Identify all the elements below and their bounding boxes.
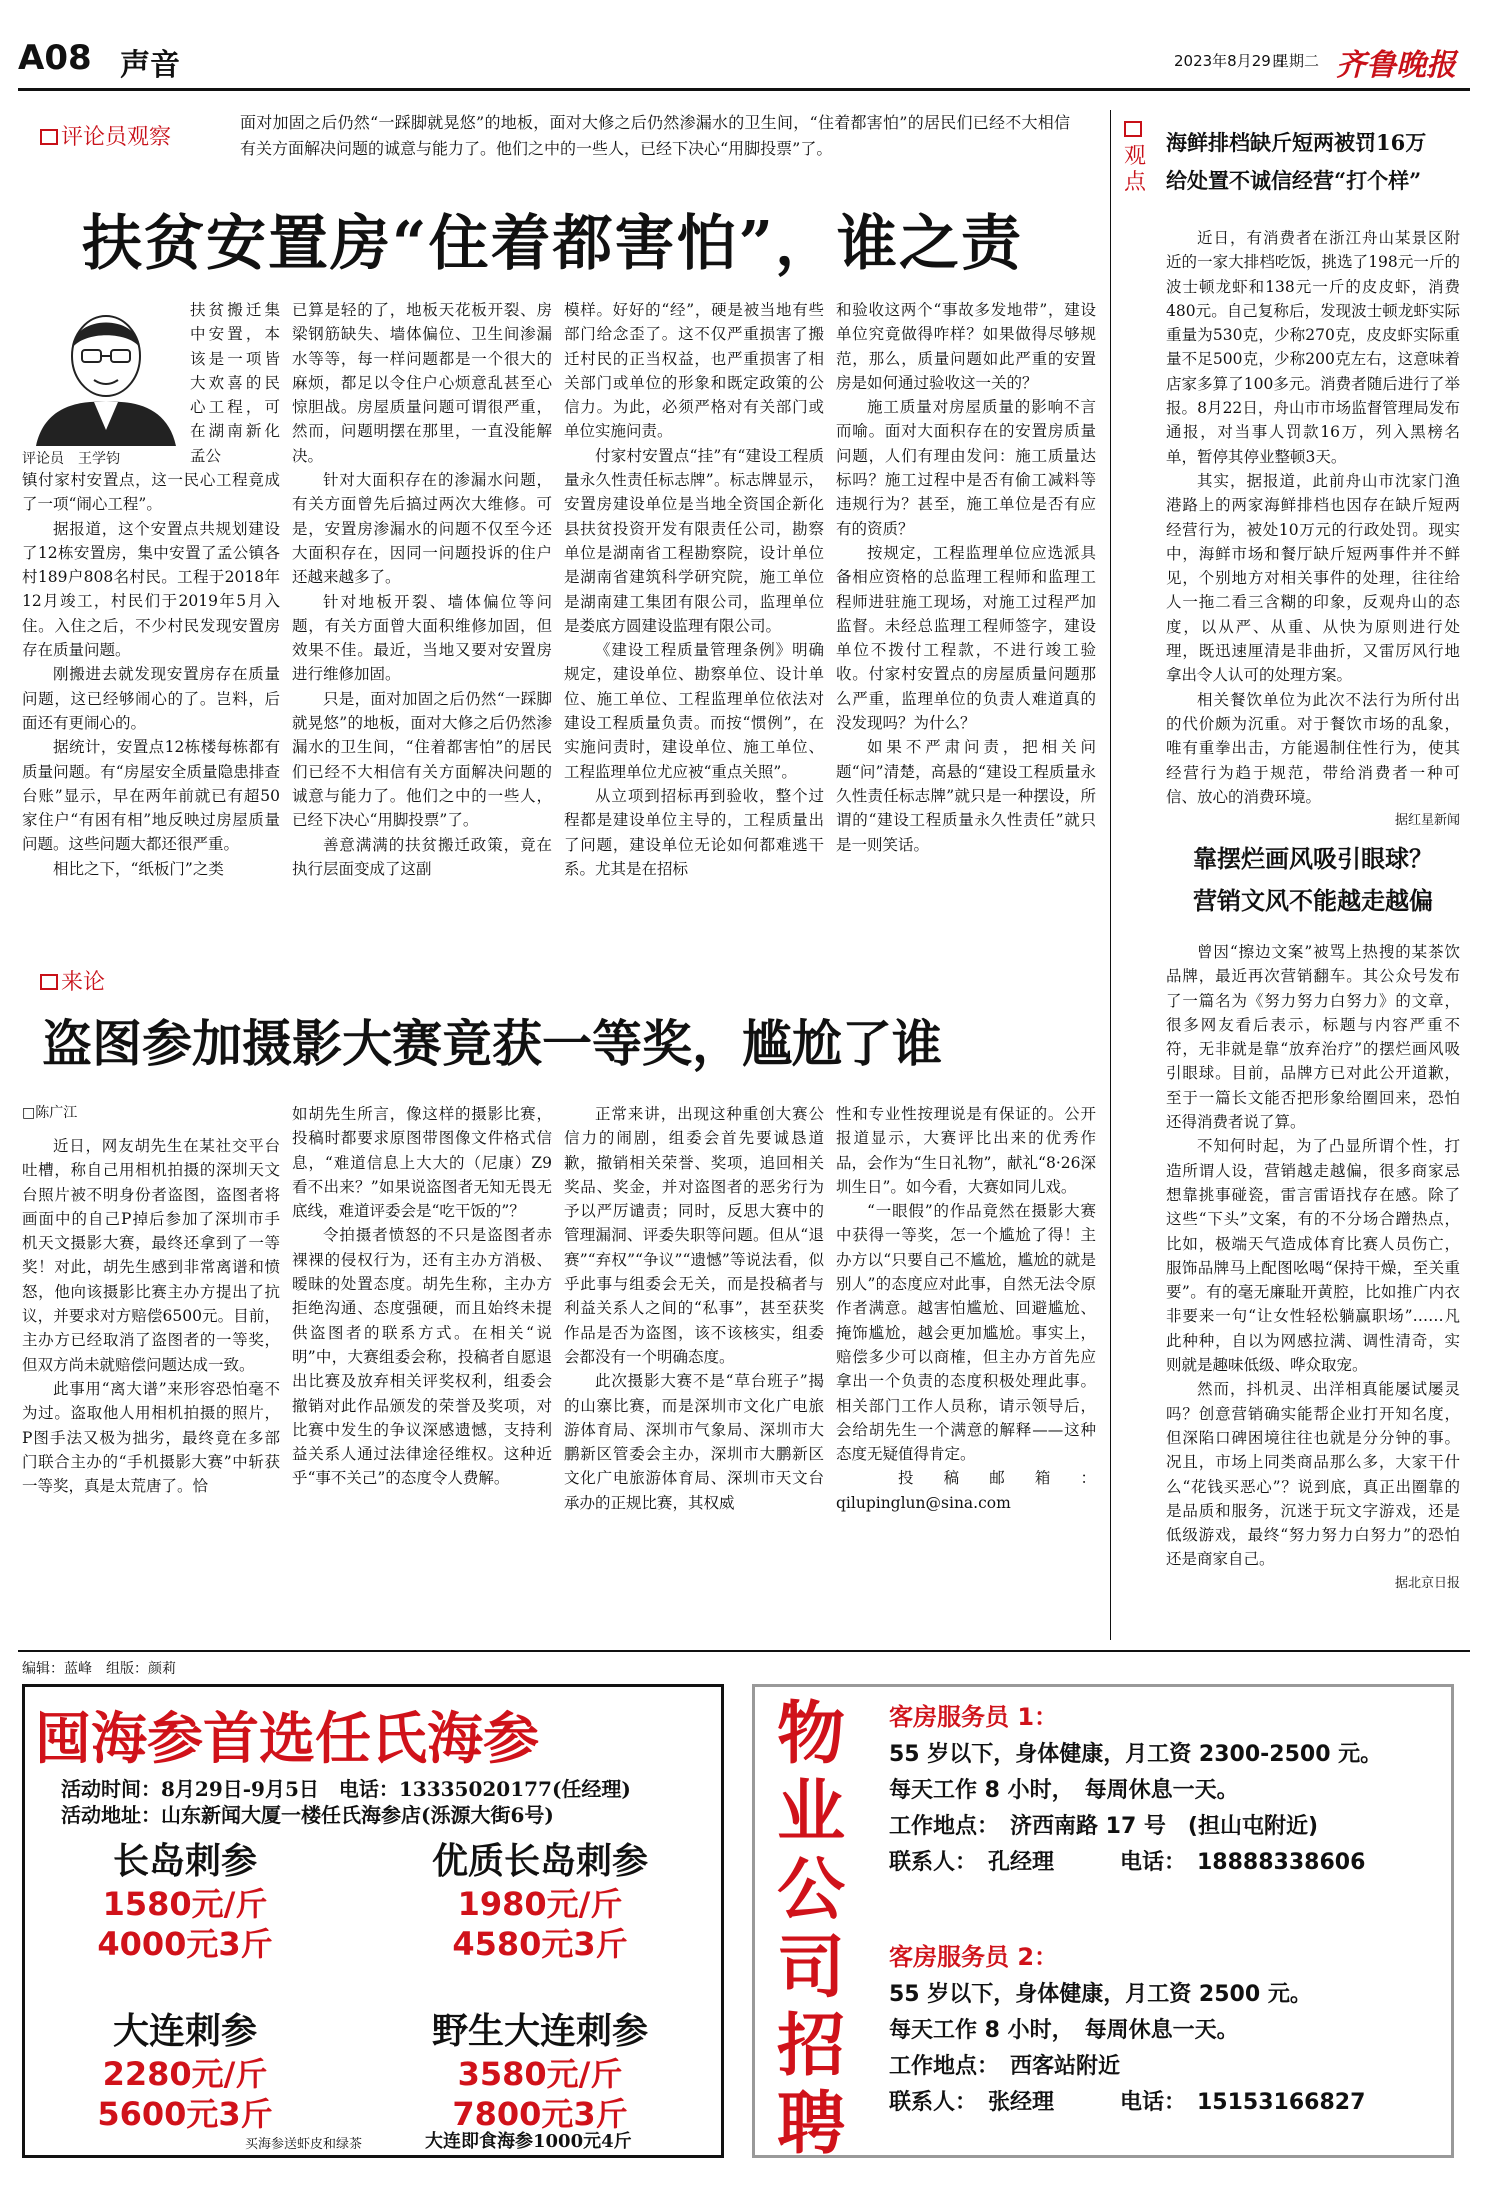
page-header: [18, 38, 1470, 88]
second-col3: [564, 1102, 824, 1640]
second-col2: [292, 1102, 552, 1640]
ad2-job-line: 联系人： 张经理 电话： 15153166827: [889, 2090, 1366, 2115]
ad1-item-name: 长岛刺参: [112, 1840, 257, 1882]
ad2-job-line: 每天工作 8 小时， 每周休息一天。: [889, 2018, 1239, 2043]
lead-col4-para: 如果不严肃问责，把相关问题“问”清楚，高悬的“建设工程质量永久性责任标志牌”就只是一种摆设，所谓的“建设工程质量永久性责任”就只是一则笑话。: [836, 738, 1096, 854]
lead-col2-para: 针对大面积存在的渗漏水问题，有关方面曾先后搞过两次大维修。可是，安置房渗漏水的问题不仅至今还大面积存在，因同一问题投诉的住户还越来越多了。: [292, 471, 552, 587]
side-article-1-para: 近日，有消费者在浙江舟山某景区附近的一家大排档吃饭，挑选了198元一斤的波士顿龙虾和138元一斤的皮皮虾，消费480元。自己复称后，发现波士顿龙虾实际重量为530克，少称270克，皮皮虾实际重量不足500克，少称200克左右，这意味着店家多算了100多元。消费者随后进行了举报。8月22日，舟山市市场监督管理局发布通报，对当事人罚款16万，列入黑榜名单，暂停其停业整顿3天。: [1166, 229, 1460, 466]
side-article-1-para: 相关餐饮单位为此次不法行为所付出的代价颇为沉重。对于餐饮市场的乱象，唯有重拳出击，方能遏制住性行为，使其经营行为趋于规范，带给消费者一种可信、放心的消费环境。: [1166, 690, 1460, 806]
lead-col1-top: 扶贫搬迁集中安置，本该是一项皆大欢喜的民心工程，可在湖南新化孟公: [190, 301, 280, 465]
second-col3-para: 此次摄影大赛不是“草台班子”揭的山寨比赛，而是深圳市文化广电旅游体育局、深圳市气象局、深圳市大鹏新区管委会主办，深圳市大鹏新区文化广电旅游体育局、深圳市天文台承办的正规比赛，其权威: [564, 1372, 824, 1512]
side-headline-2-line: 靠摆烂画风吸引眼球？: [1193, 844, 1433, 873]
lead-col3-para: 从立项到招标再到验收，整个过程都是建设单位主导的，工程质量出了问题，建设单位无论如何都难逃干系。尤其是在招标: [564, 786, 824, 878]
side-article-2-para: 然而，抖机灵、出洋相真能屡试屡灵吗？创意营销确实能帮企业打开知名度，但深陷口碑困境往往也就是分分钟的事。况且，市场上同类商品那么多，大家干什么“花钱买恶心”？说到底，真正出圈靠的是品质和服务，沉迷于玩文字游戏，还是低级游戏，最终“努力努力白努力”的恐怕还是商家自己。: [1166, 1380, 1460, 1569]
ad2-job: [889, 1937, 1449, 2121]
ad1-item: [55, 2003, 315, 2134]
lead-byline: 评论员 王学钧: [22, 451, 120, 467]
side-article-2-source: 据北京日报: [1394, 1575, 1460, 1591]
second-tag-label: 来论: [61, 970, 106, 995]
lead-col2-para: 针对地板开裂、墙体偏位等问题，有关方面曾大面积维修加固，但效果不佳。最近，当地又要对安置房进行维修加固。: [292, 592, 552, 684]
lead-col3-para: 付家村安置点“挂”有“建设工程质量永久性责任标志牌”。标志牌显示，安置房建设单位是当地全资国企新化县扶贫投资开发有限责任公司，勘察单位是湖南省工程勘察院，设计单位是湖南省建筑科学研究院，施工单位是湖南建工集团有限公司，监理单位是娄底方圆建设监理有限公司。: [564, 446, 824, 635]
ad2-job-title: 客房服务员 1：: [889, 1703, 1059, 1731]
side-article-2-para: 曾因“擦边文案”被骂上热搜的某茶饮品牌，最近再次营销翻车。其公众号发布了一篇名为《努力努力白努力》的文章，很多网友看后表示，标题与内容严重不符，无非就是靠“放弃治疗”的摆烂画风吸引眼球。目前，品牌方已对此公开道歉，至于一篇长文能否把形象给圈回来，恐怕还得消费者说了算。: [1166, 943, 1460, 1132]
ad1-item-price: 1580元/斤: [102, 1885, 268, 1923]
second-col1: [22, 1134, 280, 1640]
second-col1-para: 近日，网友胡先生在某社交平台吐槽，称自己用相机拍摄的深圳天文台照片被不明身份者盗图，盗图者将画面中的自己P掉后参加了深圳市手机天文摄影大赛，最终还拿到了一等奖！对此，胡先生感到非常离谱和愤怒，他向该摄影比赛主办方提出了抗议，并要求对方赔偿6500元。目前，主办方已经取消了盗图者的一等奖，但双方尚未就赔偿问题达成一致。: [22, 1137, 280, 1374]
lead-col4-para: 和验收这两个“事故多发地带”，建设单位究竟做得咋样？如果做得尽够规范，那么，质量问题如此严重的安置房是如何通过验收这一关的？: [836, 301, 1096, 392]
second-headline: 盗图参加摄影大赛竟获一等奖，尴尬了谁: [42, 1014, 942, 1073]
ad-job-posting: [752, 1684, 1454, 2164]
ad2-job-title: 客房服务员 2：: [889, 1943, 1059, 1971]
lead-col4: [836, 298, 1096, 944]
second-col2-para: 如胡先生所言，像这样的摄影比赛，投稿时都要求原图带图像文件格式信息，“难道信息上大大的（尼康）Z9看不出来？”如果说盗图者无知无畏无底线，难道评委会是“吃干饭的”？: [292, 1105, 552, 1221]
ad1-time: 活动时间：8月29日-9月5日 电话：13335020177(任经理): [61, 1777, 631, 1801]
ad2-job-line: 55 岁以下，身体健康，月工资 2500 元。: [889, 1982, 1312, 2007]
ad1-item-bundle: 4580元3斤: [452, 1925, 628, 1963]
ad2-job-line: 工作地点： 西客站附近: [889, 2054, 1121, 2079]
ad2-job-line: 55 岁以下，身体健康，月工资 2300-2500 元。: [889, 1742, 1383, 1767]
ad1-item-bundle: 7800元3斤: [452, 2095, 628, 2133]
side-headline-2-line: 营销文风不能越走越偏: [1193, 886, 1433, 915]
ad2-job-line: 每天工作 8 小时， 每周休息一天。: [889, 1778, 1239, 1803]
lead-tag: [40, 120, 171, 151]
lead-col2-para: 已算是轻的了，地板天花板开裂、房梁钢筋缺失、墙体偏位、卫生间渗漏水等等，每一样问题都是一个很大的麻烦，都足以令住户心烦意乱甚至心惊胆战。房屋质量问题可谓很严重，然而，问题明摆在那里，一直没能解决。: [292, 301, 552, 465]
section-name: 声音: [120, 48, 180, 83]
issue-date: 2023年8月29日: [1174, 52, 1286, 70]
ad1-item-price: 2280元/斤: [102, 2055, 268, 2093]
side-article-1-para: 其实，据报道，此前舟山市沈家门渔港路上的两家海鲜排档也因存在缺斤短两经营行为，被处10万元的行政处罚。现实中，海鲜市场和餐厅缺斤短两事件并不鲜见，个别地方对相关事件的处理，往往给人一拖二看三含糊的印象，反观舟山的态度，以从严、从重、从快为原则进行处理，既迅速厘清是非曲折，又雷厉风行地拿出令人认可的处理方案。: [1166, 471, 1460, 685]
side-headline-1-line: 给处置不诚信经营“打个样”: [1166, 168, 1422, 193]
second-email: 投稿邮箱：qilupinglun@sina.com: [836, 1469, 1096, 1512]
lead-col4-para: 按规定，工程监理单位应选派具备相应资格的总监理工程师和监理工程师进驻施工现场，对施工过程严加监督。未经总监理工程师签字，建设单位不拨付工程款，不进行竣工验收。付家村安置点的房屋质量问题那么严重，监理单位的负责人难道真的没发现吗？为什么？: [836, 543, 1096, 733]
sidebar-divider: [1110, 110, 1111, 1640]
side-headline-2: [1166, 838, 1460, 922]
lead-col2-para: 善意满满的扶贫搬迁政策，竟在执行层面变成了这副: [292, 835, 552, 878]
lead-col2-para: 只是，面对加固之后仍然“一踩脚就晃悠”的地板，面对大修之后仍然渗漏水的卫生间，“住着都害怕”的居民们已经不大相信有关方面解决问题的诚意与能力了。他们之中的一些人，已经下决心“用脚投票”了。: [292, 689, 552, 830]
lead-col1-para: 据报道，这个安置点共规划建设了12栋安置房，集中安置了孟公镇各村189户808名村民。工程于2018年12月竣工，村民们于2019年5月入住。入住之后，不少村民发现安置房存在质量问题。: [22, 519, 280, 660]
lead-col3-para: 《建设工程质量管理条例》明确规定，建设单位、勘察单位、设计单位、施工单位、工程监理单位依法对建设工程质量负责。而按“惯例”，在实施问责时，建设单位、施工单位、工程监理单位尤应被“重点关照”。: [564, 641, 824, 781]
side-headline-1-line: 海鲜排档缺斤短两被罚16万: [1166, 130, 1427, 155]
ad2-vertical-title: 物业公司招聘: [777, 1694, 846, 2164]
ad1-item-name: 优质长岛刺参: [431, 1840, 648, 1882]
ad1-item-bundle: 5600元3斤: [97, 2095, 273, 2133]
second-col4-para: “一眼假”的作品竟然在摄影大赛中获得一等奖，怎一个尴尬了得！主办方以“只要自己不尴尬，尴尬的就是别人”的态度应对此事，自然无法令原作者满意。越害怕尴尬、回避尴尬、掩饰尴尬，越会更加尴尬。事实上，赔偿多少可以商榷，但主办方首先应拿出一个负责的态度积极处理此事。相关部门工作人员称，请示领导后，会给胡先生一个满意的解释——这种态度无疑值得肯定。: [836, 1202, 1096, 1464]
ad1-item-name: 大连刺参: [112, 2010, 257, 2052]
ad2-job-line: 工作地点： 济西南路 17 号 (担山屯附近): [889, 1814, 1319, 1839]
second-col1-para: 此事用“离大谱”来形容恐怕毫不为过。盗取他人用相机拍摄的照片，P图手法又极为拙劣，最终竟在多部门联合主办的“手机摄影大赛”中斩获一等奖，真是太荒唐了。恰: [22, 1379, 280, 1496]
second-col2-para: 令拍摄者愤怒的不只是盗图者赤裸裸的侵权行为，还有主办方消极、暧昧的处置态度。胡先生称，主办方拒绝沟通、态度强硬，而且始终未提供盗图者的联系方式。在相关“说明”中，大赛组委会称，投稿者自愿退出比赛及放弃相关评奖权利，组委会撤销对此作品颁发的荣誉及奖项，对比赛中发生的争议深感遗憾，支持利益关系人通过法律途径维权。这种近乎“事不关己”的态度令人费解。: [292, 1226, 552, 1488]
ad1-item-name: 野生大连刺参: [431, 2010, 648, 2052]
lead-col1: [22, 468, 280, 944]
side-article-2-para: 不知何时起，为了凸显所谓个性，打造所谓人设，营销越走越偏，很多商家忌想靠挑事碰瓷，雷言雷语找存在感。除了这些“下头”文案，有的不分场合蹭热点，比如，极端天气造成体育比赛人员伤亡，服饰品牌马上配图吆喝“保持干燥，至关重要”。有的毫无廉耻开黄腔，比如推广内衣非要来一句“让女性轻松躺赢职场”……凡此种种，自以为网感拉满、调性清奇，实则就是趣味低级、哗众取宠。: [1166, 1137, 1460, 1375]
lead-col1-para: 刚搬进去就发现安置房存在质量问题，这已经够闹心的了。岂料，后面还有更闹心的。: [22, 665, 280, 732]
ad1-item: [55, 1833, 315, 1964]
ad1-item: [385, 1833, 695, 1964]
paper-logo: 齐鲁晚报: [1336, 48, 1456, 83]
ad1-address: 活动地址：山东新闻大厦一楼任氏海参店(泺源大街6号): [61, 1803, 554, 1827]
author-portrait: [26, 298, 186, 446]
side-tag: [1124, 118, 1150, 196]
second-tag: [40, 965, 105, 996]
second-col3-para: 正常来讲，出现这种重创大赛公信力的闹剧，组委会首先要诚恳道歉，撤销相关荣誉、奖项，追回相关奖品、奖金，并对盗图者的恶劣行为予以严厉谴责；同时，反思大赛中的管理漏洞、评委失职等问题。但从“退赛”“弃权”“争议”“遗憾”等说法看，似乎此事与组委会无关，而是投稿者与利益关系人之间的“私事”，甚至获奖作品是否为盗图，该不该核实，组委会都没有一个明确态度。: [564, 1105, 824, 1366]
side-article-1-source: 据红星新闻: [1394, 813, 1460, 829]
lead-col1-para: 镇付家村安置点，这一民心工程竟成了一项“闹心工程”。: [22, 471, 280, 514]
lead-col4-para: 施工质量对房屋质量的影响不言而喻。面对大面积存在的安置房质量问题，人们有理由发问：施工质量达标吗？施工过程中是否有偷工减料等违规行为？甚至，施工单位是否有应有的资质？: [836, 398, 1096, 538]
lead-headline: 扶贫安置房“住着都害怕”，谁之责: [82, 209, 1024, 279]
second-byline: □陈广江: [22, 1105, 78, 1121]
header-rule: [18, 88, 1470, 91]
page-number: A08: [18, 38, 92, 78]
ad2-job: [889, 1697, 1449, 1881]
ad2-job-line: 联系人： 孔经理 电话： 18888338606: [889, 1850, 1366, 1875]
ad1-item: [385, 2003, 695, 2134]
lead-col2: [292, 298, 552, 944]
issue-weekday: 星期二: [1274, 52, 1320, 70]
lead-col1-para: 相比之下，“纸板门”之类: [53, 859, 224, 878]
editor-credit: 编辑：蓝峰 组版：颜莉: [22, 1661, 176, 1677]
ad1-title: 囤海参首选任氏海参: [35, 1706, 539, 1772]
second-col4: [836, 1102, 1096, 1640]
ad-sea-cucumber: [22, 1684, 724, 2158]
lead-tag-label: 评论员观察: [61, 125, 172, 150]
ad1-footer-small: 买海参送虾皮和绿茶: [245, 2137, 363, 2152]
ad1-item-price: 1980元/斤: [457, 1885, 623, 1923]
side-headline-1: [1166, 124, 1426, 200]
side-article-1: [1166, 226, 1460, 829]
footer-rule: [18, 1650, 1470, 1652]
second-col4-para: 性和专业性按理说是有保证的。公开报道显示，大赛评比出来的优秀作品，会作为“生日礼物”，献礼“8·26深圳生日”。如今看，大赛如同儿戏。: [836, 1105, 1096, 1196]
lead-col3: [564, 298, 824, 944]
lead-deck: 面对加固之后仍然“一踩脚就晃悠”的地板，面对大修之后仍然渗漏水的卫生间，“住着都害怕”的居民们已经不大相信有关方面解决问题的诚意与能力了。他们之中的一些人，已经下决心“用脚投票”了。: [240, 113, 1070, 158]
lead-col1-para: 据统计，安置点12栋楼每栋都有质量问题。有“房屋安全质量隐患排查台账”显示，早在两年前就已有超50家住户“有困有相”地反映过房屋质量问题。这些问题大都还很严重。: [22, 738, 280, 854]
ad1-item-price: 3580元/斤: [457, 2055, 623, 2093]
side-article-2: [1166, 940, 1460, 1640]
side-tag-label: 观点: [1124, 144, 1147, 195]
ad1-item-bundle: 4000元3斤: [97, 1925, 273, 1963]
lead-col3-para: 模样。好好的“经”，硬是被当地有些部门给念歪了。这不仅严重损害了搬迁村民的正当权益，也严重损害了相关部门或单位的形象和既定政策的公信力。为此，必须严格对有关部门或单位实施问责。: [564, 301, 824, 441]
ad1-footer: 大连即食海参1000元4斤: [425, 2131, 632, 2152]
